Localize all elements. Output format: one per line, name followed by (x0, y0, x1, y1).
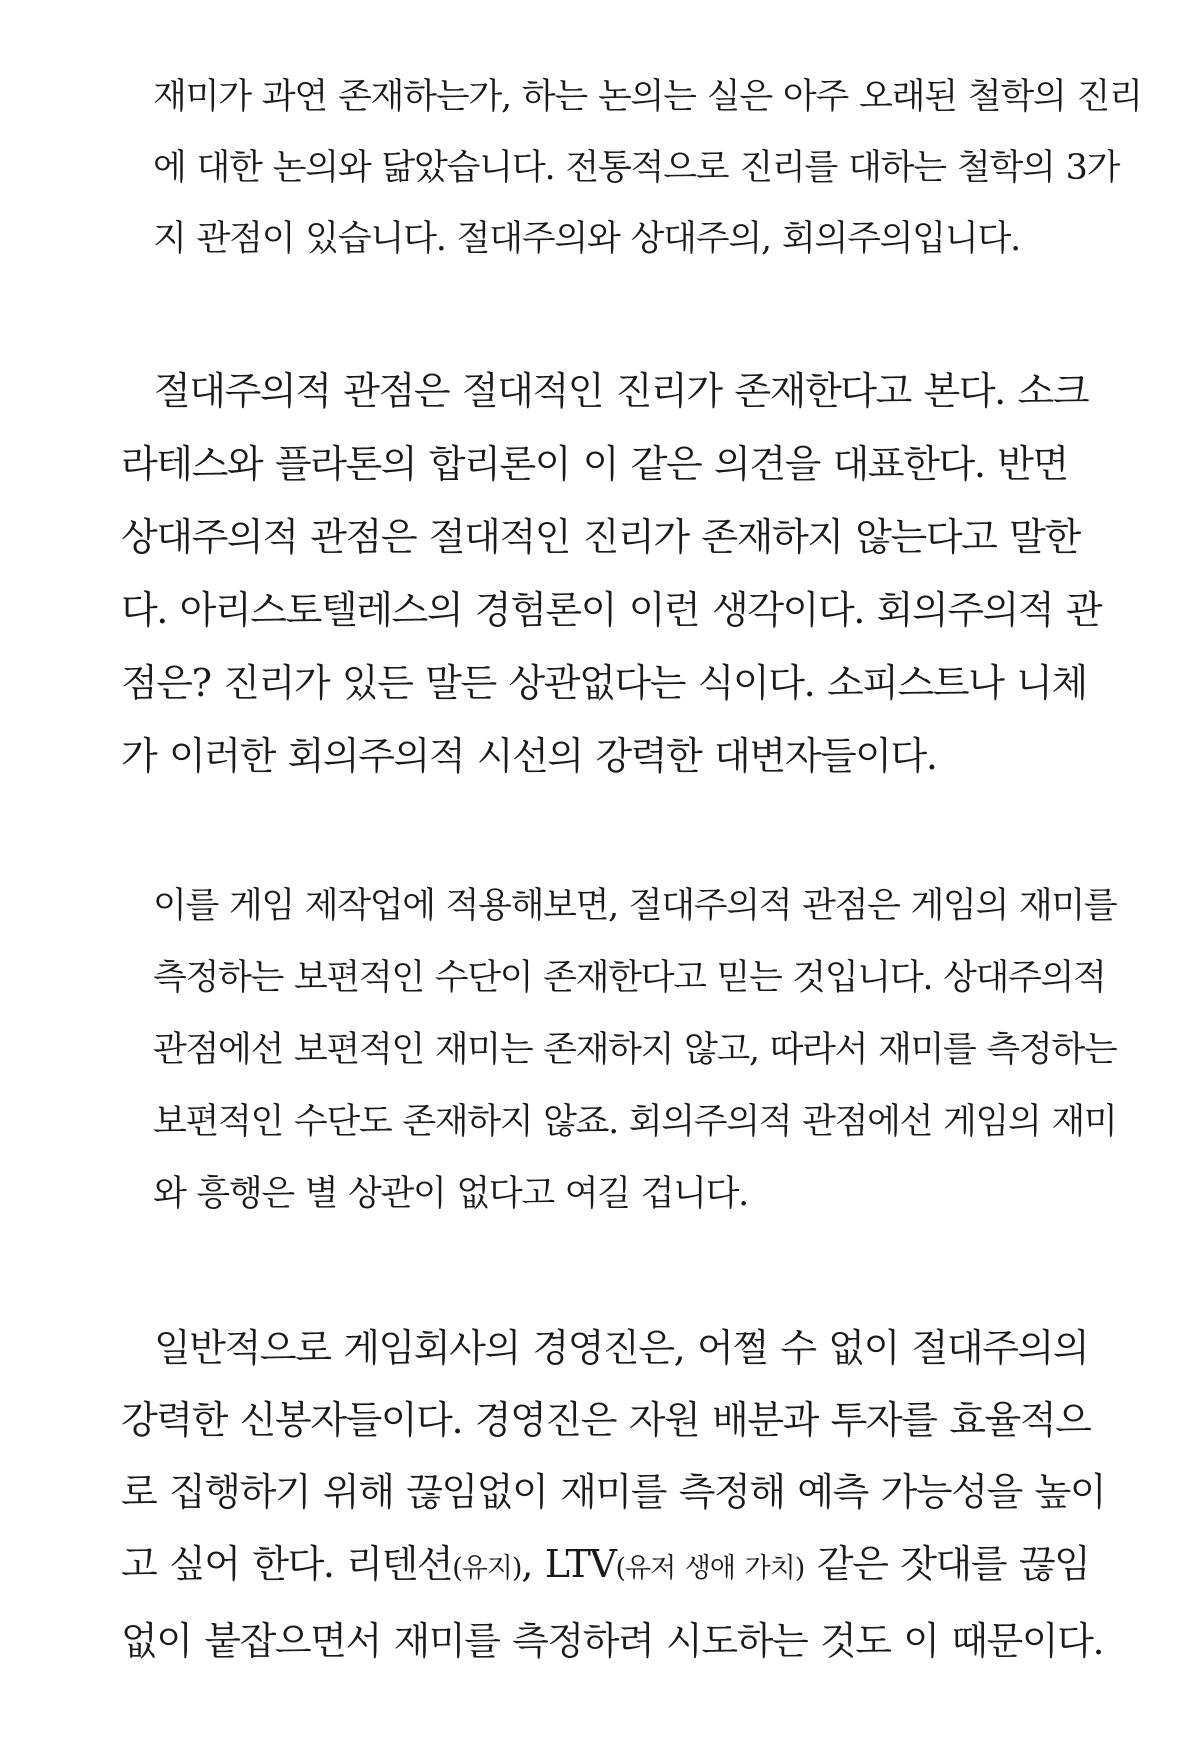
text-line: 지 관점이 있습니다. 절대주의와 상대주의, 회의주의입니다. (153, 219, 1021, 259)
text-line: 와 흥행은 별 상관이 없다고 여길 겁니다. (153, 1174, 748, 1214)
paragraph-4 (121, 1312, 1106, 1677)
text-line: 가 이러한 회의주의적 시선의 강력한 대변자들이다. (121, 734, 937, 778)
text-line: 없이 붙잡으면서 재미를 측정하려 시도하는 것도 이 때문이다. (121, 1619, 1104, 1663)
text-segment: 같은 잣대를 끊임 (804, 1542, 1090, 1586)
text-line: 보편적인 수단도 존재하지 않죠. 회의주의적 관점에선 게임의 재미 (153, 1102, 1117, 1142)
text-line: 강력한 신봉자들이다. 경영진은 자원 배분과 투자를 효율적으 (121, 1398, 1091, 1442)
text-line: 로 집행하기 위해 끊임없이 재미를 측정해 예측 가능성을 높이 (121, 1470, 1106, 1514)
text-line: 상대주의적 관점은 절대적인 진리가 존재하지 않는다고 말한 (121, 515, 1080, 559)
text-line: 라테스와 플라톤의 합리론이 이 같은 의견을 대표한다. 반면 (121, 442, 1068, 486)
text-line: 절대주의적 관점은 절대적인 진리가 존재한다고 본다. 소크 (154, 369, 1089, 413)
text-line: 일반적으로 게임회사의 경영진은, 어쩔 수 없이 절대주의의 (154, 1326, 1089, 1370)
text-line: 재미가 과연 존재하는가, 하는 논의는 실은 아주 오래된 철학의 진리 (153, 77, 1142, 117)
text-line: 이를 게임 제작업에 적용해보면, 절대주의적 관점은 게임의 재미를 (153, 886, 1117, 926)
text-line: 점은? 진리가 있든 말든 상관없다는 식이다. 소피스트나 니체 (121, 661, 1087, 705)
text-line: 에 대한 논의와 닮았습니다. 전통적으로 진리를 대하는 철학의 3가 (153, 148, 1120, 188)
parenthetical-note: (유저 생애 가치) (615, 1553, 805, 1584)
text-segment: 고 싶어 한다. 리텐션 (121, 1542, 453, 1586)
paragraph-3 (153, 870, 1117, 1230)
parenthetical-note: (유지) (452, 1553, 522, 1584)
paragraph-1 (153, 62, 1142, 275)
paragraph-2 (121, 355, 1102, 793)
text-line: 측정하는 보편적인 수단이 존재한다고 믿는 것입니다. 상대주의적 (153, 958, 1106, 998)
text-segment: , LTV (521, 1542, 616, 1586)
text-line: 다. 아리스토텔레스의 경험론이 이런 생각이다. 회의주의적 관 (121, 588, 1102, 632)
text-line: 관점에선 보편적인 재미는 존재하지 않고, 따라서 재미를 측정하는 (153, 1030, 1117, 1070)
text-line (121, 1528, 1090, 1605)
